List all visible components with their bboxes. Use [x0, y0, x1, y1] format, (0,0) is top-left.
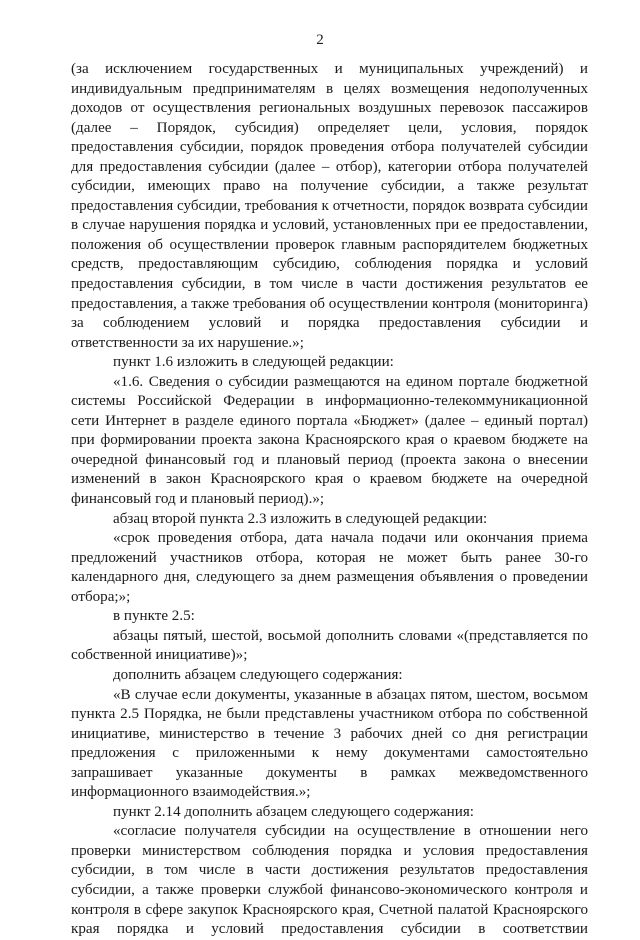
- paragraph: в пункте 2.5:: [113, 608, 195, 625]
- paragraph: пункт 1.6 изложить в следующей редакции:: [113, 354, 394, 371]
- document-body: [71, 60, 588, 940]
- paragraph: «срок проведения отбора, дата начала подачи или окончания приема предложений участников отбора, которая не может быть ранее 30-го календарного дня, следующего за днем размещения объявления о проведении отбора;»;: [71, 530, 588, 605]
- paragraph: абзац второй пункта 2.3 изложить в следующей редакции:: [113, 510, 488, 527]
- paragraph: «согласие получателя субсидии на осуществление в отношении него проверки министерством соблюдения порядка и условия предоставления субсидии, в том числе в части достижения результатов предоставления субсидии, а также проверки службой финансово-экономического контроля и контроля в сфере закупок Красноярского края, Счетной палатой Красноярского края порядка и условий предоставления субсидии в соответствии: [71, 823, 588, 938]
- page-number: 2: [316, 32, 324, 48]
- paragraph: пункт 2.14 дополнить абзацем следующего содержания:: [113, 803, 474, 820]
- paragraph: дополнить абзацем следующего содержания:: [113, 666, 403, 683]
- paragraph: (за исключением государственных и муниципальных учреждений) и индивидуальным предпринимателям в целях возмещения недополученных доходов от осуществления региональных воздушных перевозок пассажиров (далее – Порядок, субсидия) определяет цели, условия, порядок предоставления субсидии, порядок проведения отбора получателей субсидии для предоставления субсидии (далее – отбор), категории отбора получателей субсидии, имеющих право на получение субсидии, а также результат предоставления субсидии, требования к отчетности, порядок возврата субсидии в случае нарушения порядка и условий, установленных при ее предоставлении, положения об осуществлении проверок главным распорядителем бюджетных средств, предоставляющим субсидию, соблюдения порядка и условий предоставления субсидии, в том числе в части достижения результатов ее предоставления, а также требования об осуществлении контроля (мониторинга) за соблюдением условий и порядка предоставления субсидии и ответственности за их нарушение.»;: [71, 61, 588, 351]
- paragraph: «В случае если документы, указанные в абзацах пятом, шестом, восьмом пункта 2.5 Порядка, не были представлены участником отбора по собственной инициативе, министерство в течение 3 рабочих дней со дня регистрации предложения с приложенными к нему документами самостоятельно запрашивает указанные документы в рамках межведомственного информационного взаимодействия.»;: [71, 686, 588, 801]
- paragraph: «1.6. Сведения о субсидии размещаются на едином портале бюджетной системы Российской Федерации в информационно-телекоммуникационной сети Интернет в разделе единого портала «Бюджет» (далее – единый портал) при формировании проекта закона Красноярского края о краевом бюджете на очередной финансовый год и плановый период (проекта закона о внесении изменений в закон Красноярского края о краевом бюджете на очередной финансовый год и плановый период).»;: [71, 373, 588, 508]
- paragraph: абзацы пятый, шестой, восьмой дополнить словами «(представляется по собственной инициативе)»;: [71, 627, 588, 664]
